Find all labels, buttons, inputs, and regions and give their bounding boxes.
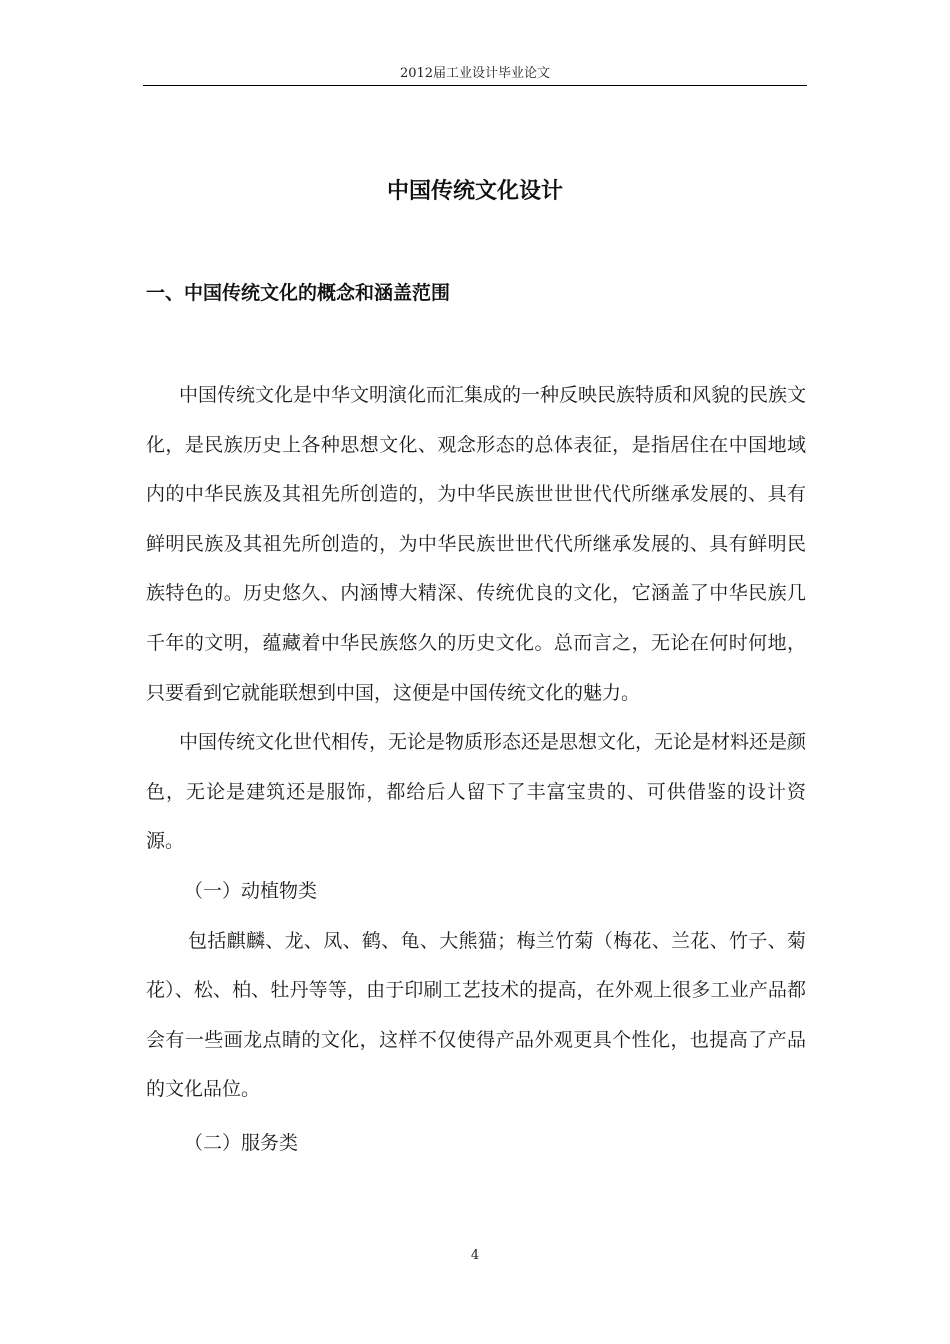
paragraph: 中国传统文化是中华文明演化而汇集成的一种反映民族特质和风貌的民族文化，是民族历史上各种思想文化、观念形态的总体表征，是指居住在中国地域内的中华民族及其祖先所创造的，为中华民族世世世代代所继承发展的、具有鲜明民族及其祖先所创造的，为中华民族世世代代所继承发展的、具有鲜明民族特色的。历史悠久、内涵博大精深、传统优良的文化，它涵盖了中华民族几千年的文明，蕴藏着中华民族悠久的历史文化。总而言之，无论在何时何地，只要看到它就能联想到中国，这便是中国传统文化的魅力。 [146,384,807,704]
page-title: 中国传统文化设计 [386,179,563,204]
section-heading: 一、中国传统文化的概念和涵盖范围 [146,282,451,304]
body-text [146,371,806,1169]
paragraph: 包括麒麟、龙、凤、鹤、龟、大熊猫；梅兰竹菊（梅花、兰花、竹子、菊花）、松、柏、牡丹等等，由于印刷工艺技术的提高，在外观上很多工业产品都会有一些画龙点睛的文化，这样不仅使得产品外观更具个性化，也提高了产品的文化品位。 [146,929,806,1101]
page-number: 4 [470,1248,480,1263]
running-header: 2012届工业设计毕业论文 [399,66,551,81]
paragraph: 中国传统文化世代相传，无论是物质形态还是思想文化，无论是材料还是颜色，无论是建筑还是服饰，都给后人留下了丰富宝贵的、可供借鉴的设计资源。 [146,731,807,853]
subsection-heading: （一）动植物类 [184,879,318,902]
header-rule [143,85,807,86]
subsection-heading: （二）服务类 [184,1131,299,1154]
